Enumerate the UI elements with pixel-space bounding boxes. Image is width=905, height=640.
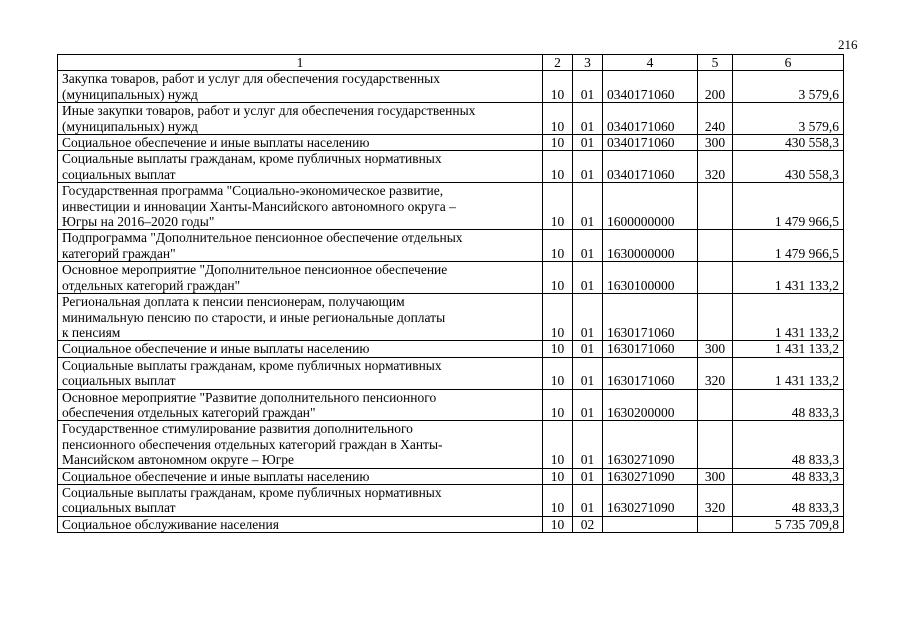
row-name-line: Социальное обеспечение и иные выплаты населению <box>62 341 370 357</box>
amount-cell: 1 431 133,2 <box>733 357 844 389</box>
row-name-line: минимальную пенсию по старости, и иные региональные доплаты <box>62 309 446 325</box>
expense-type-code-cell: 300 <box>698 341 733 357</box>
subsection-code-cell: 01 <box>573 341 603 357</box>
table-row <box>58 230 844 262</box>
subsection-code-cell: 01 <box>573 294 603 341</box>
target-article-code-cell: 0340171060 <box>603 103 698 135</box>
budget-table-body <box>58 55 844 533</box>
target-article-code-cell: 1630171060 <box>603 357 698 389</box>
table-row <box>58 484 844 516</box>
row-name-line: обеспечения отдельных категорий граждан" <box>62 404 316 420</box>
section-code-cell: 10 <box>543 389 573 421</box>
subsection-code-cell: 01 <box>573 230 603 262</box>
table-row <box>58 71 844 103</box>
amount-cell: 5 735 709,8 <box>733 516 844 532</box>
row-name-line: пенсионного обеспечения отдельных категорий граждан в Ханты- <box>62 436 443 452</box>
row-name-line: (муниципальных) нужд <box>62 86 198 102</box>
row-name-cell <box>58 421 543 468</box>
header-cell-1: 1 <box>58 55 543 71</box>
subsection-code-cell: 01 <box>573 135 603 151</box>
table-row <box>58 103 844 135</box>
amount-cell: 430 558,3 <box>733 151 844 183</box>
row-name-line: социальных выплат <box>62 373 176 389</box>
subsection-code-cell: 01 <box>573 421 603 468</box>
table-row <box>58 183 844 230</box>
amount-cell: 3 579,6 <box>733 103 844 135</box>
row-name-cell <box>58 468 543 484</box>
target-article-code-cell <box>603 516 698 532</box>
table-row <box>58 389 844 421</box>
amount-cell: 48 833,3 <box>733 389 844 421</box>
expense-type-code-cell <box>698 230 733 262</box>
target-article-code-cell: 0340171060 <box>603 71 698 103</box>
section-code-cell: 10 <box>543 135 573 151</box>
row-name-cell <box>58 230 543 262</box>
expense-type-code-cell: 320 <box>698 484 733 516</box>
subsection-code-cell: 01 <box>573 183 603 230</box>
target-article-code-cell: 1630271090 <box>603 468 698 484</box>
table-row <box>58 468 844 484</box>
table-row <box>58 262 844 294</box>
page-number: 216 <box>838 37 858 52</box>
expense-type-code-cell <box>698 516 733 532</box>
amount-cell: 48 833,3 <box>733 484 844 516</box>
table-row <box>58 421 844 468</box>
target-article-code-cell: 1600000000 <box>603 183 698 230</box>
subsection-code-cell: 01 <box>573 103 603 135</box>
row-name-cell <box>58 357 543 389</box>
row-name-cell <box>58 103 543 135</box>
row-name-cell <box>58 151 543 183</box>
subsection-code-cell: 01 <box>573 71 603 103</box>
row-name-line: Социальные выплаты гражданам, кроме публичных нормативных <box>62 484 442 500</box>
expense-type-code-cell: 320 <box>698 151 733 183</box>
target-article-code-cell: 0340171060 <box>603 135 698 151</box>
header-cell-2: 2 <box>543 55 573 71</box>
expense-type-code-cell <box>698 183 733 230</box>
row-name-cell <box>58 389 543 421</box>
header-row <box>58 55 844 71</box>
amount-cell: 430 558,3 <box>733 135 844 151</box>
row-name-line: категорий граждан" <box>62 245 176 261</box>
target-article-code-cell: 1630000000 <box>603 230 698 262</box>
section-code-cell: 10 <box>543 341 573 357</box>
row-name-cell <box>58 516 543 532</box>
target-article-code-cell: 0340171060 <box>603 151 698 183</box>
amount-cell: 48 833,3 <box>733 421 844 468</box>
row-name-line: Основное мероприятие "Дополнительное пенсионное обеспечение <box>62 262 448 278</box>
table-row <box>58 151 844 183</box>
row-name-line: Региональная доплата к пенсии пенсионерам, получающим <box>62 294 405 310</box>
amount-cell: 1 431 133,2 <box>733 262 844 294</box>
target-article-code-cell: 1630100000 <box>603 262 698 294</box>
target-article-code-cell: 1630171060 <box>603 341 698 357</box>
table-row <box>58 294 844 341</box>
expense-type-code-cell <box>698 262 733 294</box>
row-name-line: Государственное стимулирование развития дополнительного <box>62 421 413 437</box>
expense-type-code-cell: 240 <box>698 103 733 135</box>
row-name-line: отдельных категорий граждан" <box>62 277 241 293</box>
row-name-cell <box>58 341 543 357</box>
section-code-cell: 10 <box>543 103 573 135</box>
header-cell-3: 3 <box>573 55 603 71</box>
target-article-code-cell: 1630200000 <box>603 389 698 421</box>
section-code-cell: 10 <box>543 262 573 294</box>
table-row <box>58 341 844 357</box>
row-name-line: социальных выплат <box>62 500 176 516</box>
row-name-line: к пенсиям <box>62 324 121 340</box>
row-name-line: (муниципальных) нужд <box>62 118 198 134</box>
section-code-cell: 10 <box>543 151 573 183</box>
section-code-cell: 10 <box>543 357 573 389</box>
row-name-cell <box>58 183 543 230</box>
amount-cell: 48 833,3 <box>733 468 844 484</box>
subsection-code-cell: 02 <box>573 516 603 532</box>
header-cell-5: 5 <box>698 55 733 71</box>
expense-type-code-cell: 320 <box>698 357 733 389</box>
section-code-cell: 10 <box>543 183 573 230</box>
row-name-line: Социальные выплаты гражданам, кроме публичных нормативных <box>62 357 442 373</box>
table-row <box>58 135 844 151</box>
section-code-cell: 10 <box>543 468 573 484</box>
row-name-line: Государственная программа "Социально-экономическое развитие, <box>62 183 444 199</box>
row-name-cell <box>58 135 543 151</box>
row-name-line: Подпрограмма "Дополнительное пенсионное обеспечение отдельных <box>62 230 463 246</box>
table-row <box>58 516 844 532</box>
row-name-line: социальных выплат <box>62 166 176 182</box>
row-name-line: Мансийском автономном округе – Югре <box>62 452 294 468</box>
row-name-line: Иные закупки товаров, работ и услуг для обеспечения государственных <box>62 103 476 119</box>
budget-table <box>57 54 844 533</box>
amount-cell: 1 479 966,5 <box>733 230 844 262</box>
row-name-line: Социальные выплаты гражданам, кроме публичных нормативных <box>62 151 442 167</box>
section-code-cell: 10 <box>543 421 573 468</box>
expense-type-code-cell: 200 <box>698 71 733 103</box>
row-name-cell <box>58 294 543 341</box>
subsection-code-cell: 01 <box>573 151 603 183</box>
subsection-code-cell: 01 <box>573 357 603 389</box>
row-name-line: Социальное обеспечение и иные выплаты населению <box>62 135 370 151</box>
table-row <box>58 357 844 389</box>
section-code-cell: 10 <box>543 71 573 103</box>
row-name-line: Социальное обслуживание населения <box>62 516 279 532</box>
section-code-cell: 10 <box>543 230 573 262</box>
row-name-line: Основное мероприятие "Развитие дополнительного пенсионного <box>62 389 437 405</box>
expense-type-code-cell <box>698 294 733 341</box>
subsection-code-cell: 01 <box>573 484 603 516</box>
row-name-cell <box>58 71 543 103</box>
row-name-cell <box>58 484 543 516</box>
section-code-cell: 10 <box>543 516 573 532</box>
amount-cell: 1 431 133,2 <box>733 341 844 357</box>
target-article-code-cell: 1630171060 <box>603 294 698 341</box>
amount-cell: 3 579,6 <box>733 71 844 103</box>
header-cell-6: 6 <box>733 55 844 71</box>
subsection-code-cell: 01 <box>573 389 603 421</box>
section-code-cell: 10 <box>543 484 573 516</box>
expense-type-code-cell <box>698 389 733 421</box>
target-article-code-cell: 1630271090 <box>603 484 698 516</box>
row-name-line: Социальное обеспечение и иные выплаты населению <box>62 468 370 484</box>
section-code-cell: 10 <box>543 294 573 341</box>
amount-cell: 1 479 966,5 <box>733 183 844 230</box>
header-cell-4: 4 <box>603 55 698 71</box>
expense-type-code-cell: 300 <box>698 468 733 484</box>
row-name-line: Закупка товаров, работ и услуг для обеспечения государственных <box>62 71 441 87</box>
row-name-line: Югры на 2016–2020 годы" <box>62 214 215 230</box>
subsection-code-cell: 01 <box>573 262 603 294</box>
amount-cell: 1 431 133,2 <box>733 294 844 341</box>
expense-type-code-cell <box>698 421 733 468</box>
row-name-cell <box>58 262 543 294</box>
subsection-code-cell: 01 <box>573 468 603 484</box>
target-article-code-cell: 1630271090 <box>603 421 698 468</box>
row-name-line: инвестиции и инновации Ханты-Мансийского автономного округа – <box>62 198 456 214</box>
expense-type-code-cell: 300 <box>698 135 733 151</box>
